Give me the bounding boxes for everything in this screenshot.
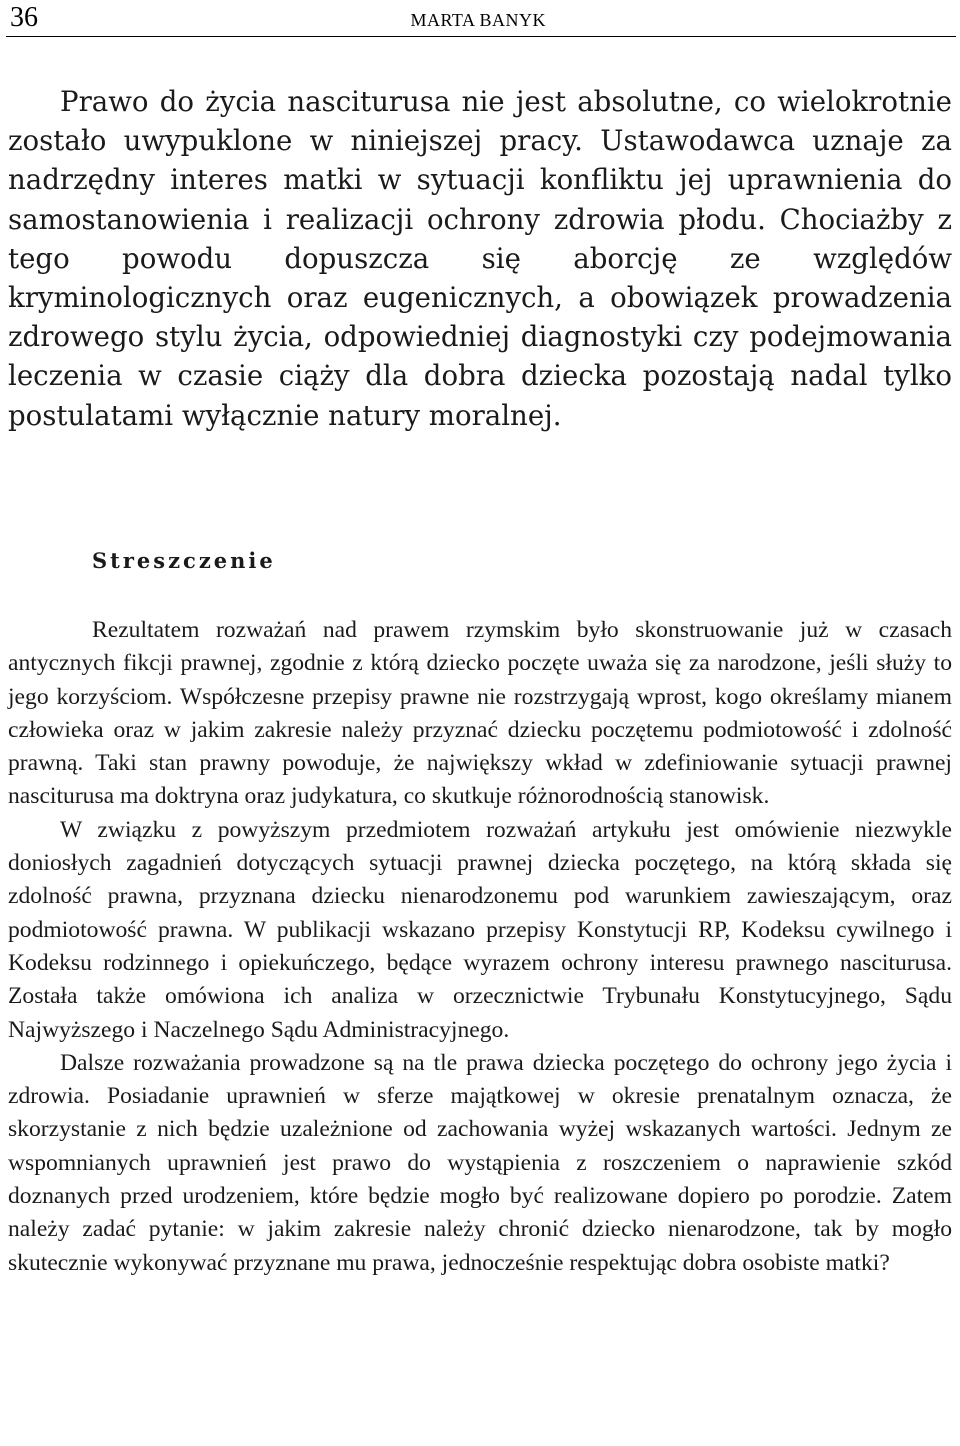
abstract-paragraph: W związku z powyższym przedmiotem rozważań artykułu jest omówienie niezwykle doniosłych zagadnień dotyczących sytuacji prawnej dziecka poczętego, na którą składa się zdolność prawna, przyznana dziecku nienarodzonemu pod warunkiem zawieszającym, oraz podmiotowość prawna. W publikacji wskazano przepisy Konstytucji RP, Kodeksu cywilnego i Kodeksu rodzinnego i opiekuńczego, będące wyrazem ochrony interesu prawnego nasciturusa. Została także omówiona ich analiza w orzecznictwie Trybunału Konstytucyjnego, Sądu Najwyższego i Naczelnego Sądu Administracyjnego. xyxy=(8,816,952,1043)
page-header xyxy=(6,0,956,37)
abstract-section xyxy=(8,614,952,1280)
abstract-heading: Streszczenie xyxy=(92,548,276,573)
body-paragraph: Prawo do życia nasciturusa nie jest absolutne, co wielokrotnie zostało uwypuklone w niniejszej pracy. Ustawodawca uznaje za nadrzędny interes matki w sytuacji konfliktu jej uprawnienia do samostanowienia i realizacji ochrony zdrowia płodu. Chociażby z tego powodu dopuszcza się aborcję ze względów kryminologicznych oraz eugenicznych, a obowiązek prowadzenia zdrowego stylu życia, odpowiedniej diagnostyki czy podejmowania leczenia w czasie ciąży dla dobra dziecka pozostają nadal tylko postulatami wyłącznie natury moralnej. xyxy=(8,85,952,432)
running-head-author: MARTA BANYK xyxy=(410,10,546,30)
page-number: 36 xyxy=(10,2,38,33)
abstract-paragraph: Rezultatem rozważań nad prawem rzymskim było skonstruowanie już w czasach antycznych fikcji prawnej, zgodnie z którą dziecko poczęte uważa się za narodzone, jeśli służy to jego korzyściom. Współczesne przepisy prawne nie rozstrzygają wprost, kogo określamy mianem człowieka oraz w jakim zakresie należy przyznać dziecku poczętemu podmiotowość i zdolność prawną. Taki stan prawny powoduje, że największy wkład w zdefiniowanie sytuacji prawnej nasciturusa ma doktryna oraz judykatura, co skutkuje różnorodnością stanowisk. xyxy=(8,617,952,810)
main-text xyxy=(8,82,952,435)
abstract-paragraph: Dalsze rozważania prowadzone są na tle prawa dziecka poczętego do ochrony jego życia i zdrowia. Posiadanie uprawnień w sferze majątkowej w okresie prenatalnym oznacza, że skorzystanie z nich będzie uzależnione od zachowania wyżej wskazanych wartości. Jednym ze wspomnianych uprawnień jest prawo do wystąpienia z roszczeniem o naprawienie szkód doznanych przed urodzeniem, które będzie mogło być realizowane dopiero po porodzie. Zatem należy zadać pytanie: w jakim zakresie należy chronić dziecko nienarodzone, tak by mogło skutecznie wykonywać przyznane mu prawa, jednocześnie respektując dobra osobiste matki? xyxy=(8,1049,952,1276)
